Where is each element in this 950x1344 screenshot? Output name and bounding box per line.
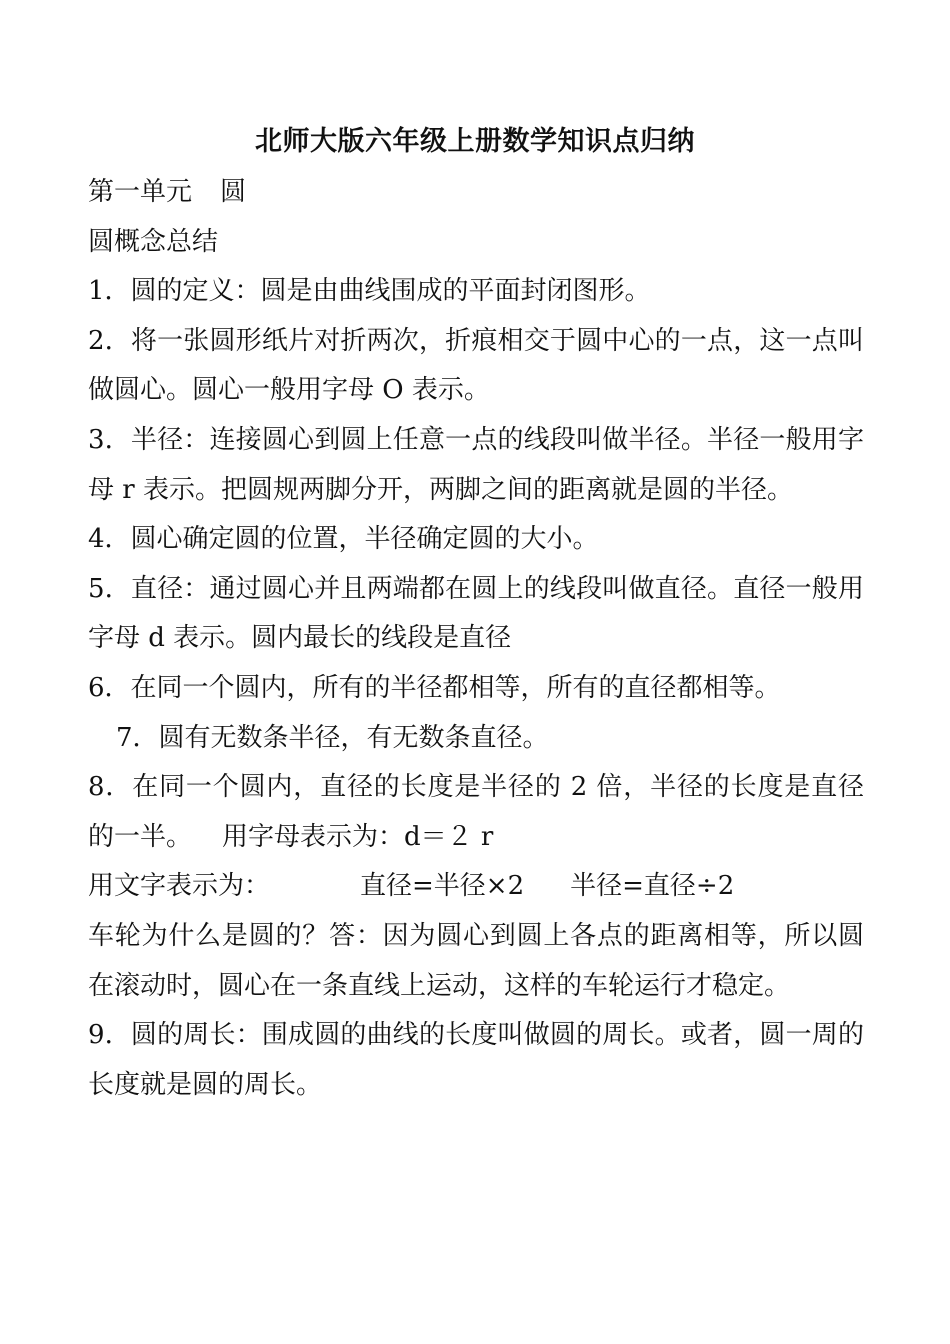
diameter-formula: 直径=半径×2 [360,871,525,902]
document-body [88,168,864,1110]
item-1: 1．圆的定义：圆是由曲线围成的平面封闭图形。 [88,276,651,307]
item-9: 9．圆的周长：围成圆的曲线的长度叫做圆的周长。或者，圆一周的长度就是圆的周长。 [88,1020,864,1100]
item-8-formula: 用字母表示为：d＝２ r [222,821,494,852]
words-label: 用文字表示为： [88,871,271,902]
item-6: 6．在同一个圆内，所有的半径都相等，所有的直径都相等。 [88,672,781,703]
item-3: 3．半径：连接圆心到圆上任意一点的线段叫做半径。半径一般用字母 r 表示。把圆规两脚分开，两脚之间的距离就是圆的半径。 [88,424,864,505]
unit-label: 第一单元 [88,177,193,207]
item-8 [88,763,864,862]
unit-name: 圆 [220,177,247,207]
wheel-qa: 车轮为什么是圆的？答：因为圆心到圆上各点的距离相等，所以圆在滚动时，圆心在一条直线上运动，这样的车轮运行才稳定。 [88,920,864,1001]
unit-heading [88,168,864,218]
radius-formula: 半径=直径÷2 [570,871,735,902]
item-8-text: 8．在同一个圆内，直径的长度是半径的 2 倍，半径的长度是直径的一半。 [88,772,864,852]
item-2: 2．将一张圆形纸片对折两次，折痕相交于圆中心的一点，这一点叫做圆心。圆心一般用字母 O 表示。 [88,325,864,406]
item-4: 4．圆心确定圆的位置，半径确定圆的大小。 [88,524,599,555]
words-formula-line [88,862,864,912]
item-7: 7．圆有无数条半径，有无数条直径。 [116,722,549,753]
section-heading: 圆概念总结 [88,226,219,257]
item-5: 5．直径：通过圆心并且两端都在圆上的线段叫做直径。直径一般用字母 d 表示。圆内最长的线段是直径 [88,573,864,654]
document-title: 北师大版六年级上册数学知识点归纳 [255,126,695,157]
